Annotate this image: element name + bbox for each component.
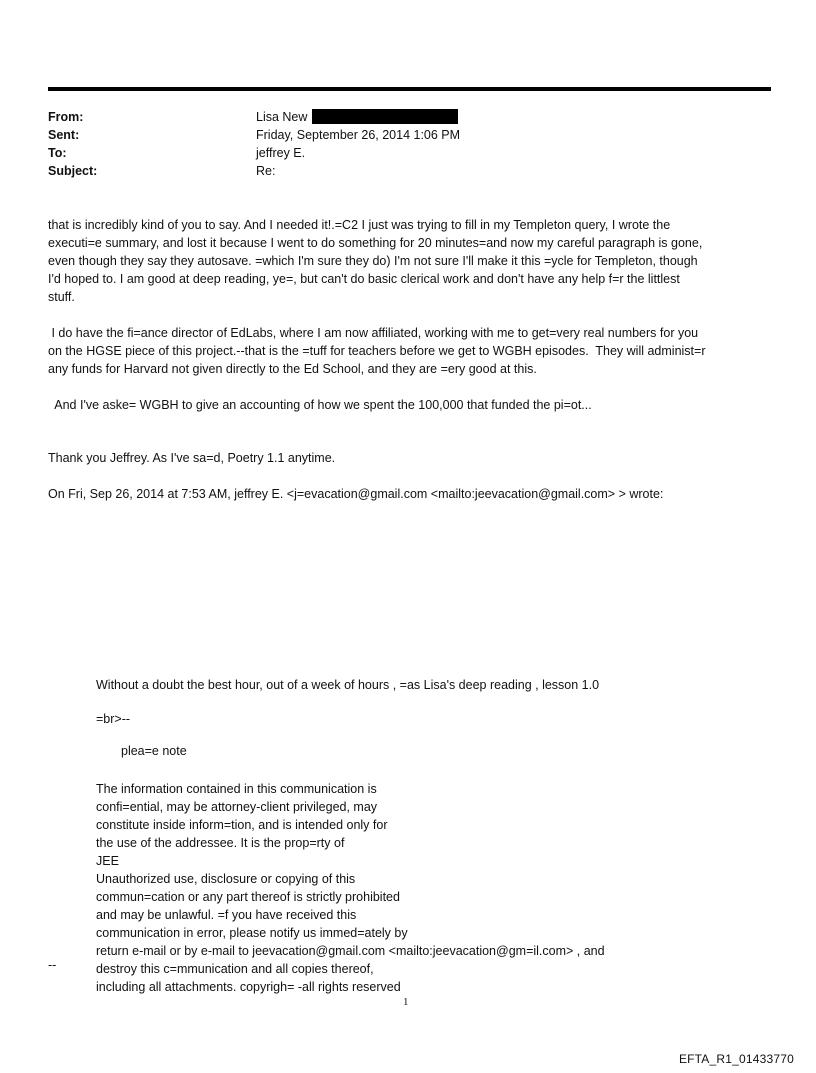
to-value: jeffrey E. — [256, 146, 306, 160]
from-name: Lisa New — [256, 110, 308, 124]
body-line: I'd hoped to. I am good at deep reading, ye=, but can't do basic clerical work and don't have any help f=r the littlest — [48, 272, 680, 286]
body-paragraph-2 — [48, 324, 773, 378]
quoted-line-1: Without a doubt the best hour, out of a week of hours , =as Lisa's deep reading , lesson 1.0 — [96, 678, 600, 692]
subject-label: Subject: — [48, 164, 98, 178]
disclaimer-line: Unauthorized use, disclosure or copying of this — [96, 872, 356, 886]
body-paragraph-4: Thank you Jeffrey. As I've sa=d, Poetry 1.1 anytime. — [48, 451, 336, 465]
disclaimer-line: communication in error, please notify us immed=ately by — [96, 926, 408, 940]
from-row — [48, 108, 771, 126]
signature-dashes: -- — [48, 958, 57, 972]
body-line: on the HGSE piece of this project.--that is the =tuff for teachers before we get to WGBH episodes. They will administ=r — [48, 344, 706, 358]
quoted-line-2: =br>-- — [96, 712, 131, 726]
to-row — [48, 144, 771, 162]
page-number: 1 — [403, 996, 409, 1008]
sent-value: Friday, September 26, 2014 1:06 PM — [256, 128, 461, 142]
disclaimer-line: and may be unlawful. =f you have received this — [96, 908, 357, 922]
disclaimer-line: destroy this c=mmunication and all copies thereof, — [96, 962, 374, 976]
subject-value: Re: — [256, 164, 276, 178]
from-value — [256, 108, 458, 126]
sent-row — [48, 126, 771, 144]
to-label: To: — [48, 146, 67, 160]
document-stamp: EFTA_R1_01433770 — [678, 1052, 794, 1066]
disclaimer-line: return e-mail or by e-mail to jeevacation@gmail.com <mailto:jeevacation@gm=il.com> , and — [96, 944, 605, 958]
disclaimer-line: constitute inside inform=tion, and is intended only for — [96, 818, 388, 832]
body-line: that is incredibly kind of you to say. And I needed it!.=C2 I just was trying to fill in my Templeton query, I wrote the — [48, 218, 671, 232]
body-line: even though they say they autosave. =which I'm sure they do) I'm not sure I'll make it this =ycle for Templeton, though — [48, 254, 698, 268]
redaction-box — [312, 109, 458, 124]
quote-attribution: On Fri, Sep 26, 2014 at 7:53 AM, jeffrey E. <j=evacation@gmail.com <mailto:jeevacation@gmail.com> > wrote: — [48, 487, 664, 501]
email-body — [48, 216, 773, 503]
header-rule — [48, 87, 771, 91]
body-paragraph-3: And I've aske= WGBH to give an accounting of how we spent the 100,000 that funded the pi=ot... — [48, 398, 592, 412]
disclaimer-line: confi=ential, may be attorney-client privileged, may — [96, 800, 378, 814]
disclaimer-line: The information contained in this communication is — [96, 782, 377, 796]
body-line: executi=e summary, and lost it because I went to do something for 20 minutes=and now my careful paragraph is gone, — [48, 236, 703, 250]
body-line: stuff. — [48, 290, 75, 304]
disclaimer-line: including all attachments. copyrigh= -all rights reserved — [96, 980, 401, 994]
sent-label: Sent: — [48, 128, 80, 142]
quoted-line-3: plea=e note — [121, 744, 187, 758]
body-paragraph-1 — [48, 216, 773, 306]
disclaimer-line: commun=cation or any part thereof is strictly prohibited — [96, 890, 400, 904]
body-line: any funds for Harvard not given directly to the Ed School, and they are =ery good at this. — [48, 362, 537, 376]
disclaimer-block — [96, 780, 605, 996]
email-header — [48, 108, 771, 180]
body-line: I do have the fi=ance director of EdLabs, where I am now affiliated, working with me to get=very real numbers for you — [48, 326, 699, 340]
disclaimer-line: the use of the addressee. It is the prop=rty of — [96, 836, 345, 850]
from-label: From: — [48, 110, 84, 124]
disclaimer-line: JEE — [96, 854, 119, 868]
subject-row — [48, 162, 771, 180]
